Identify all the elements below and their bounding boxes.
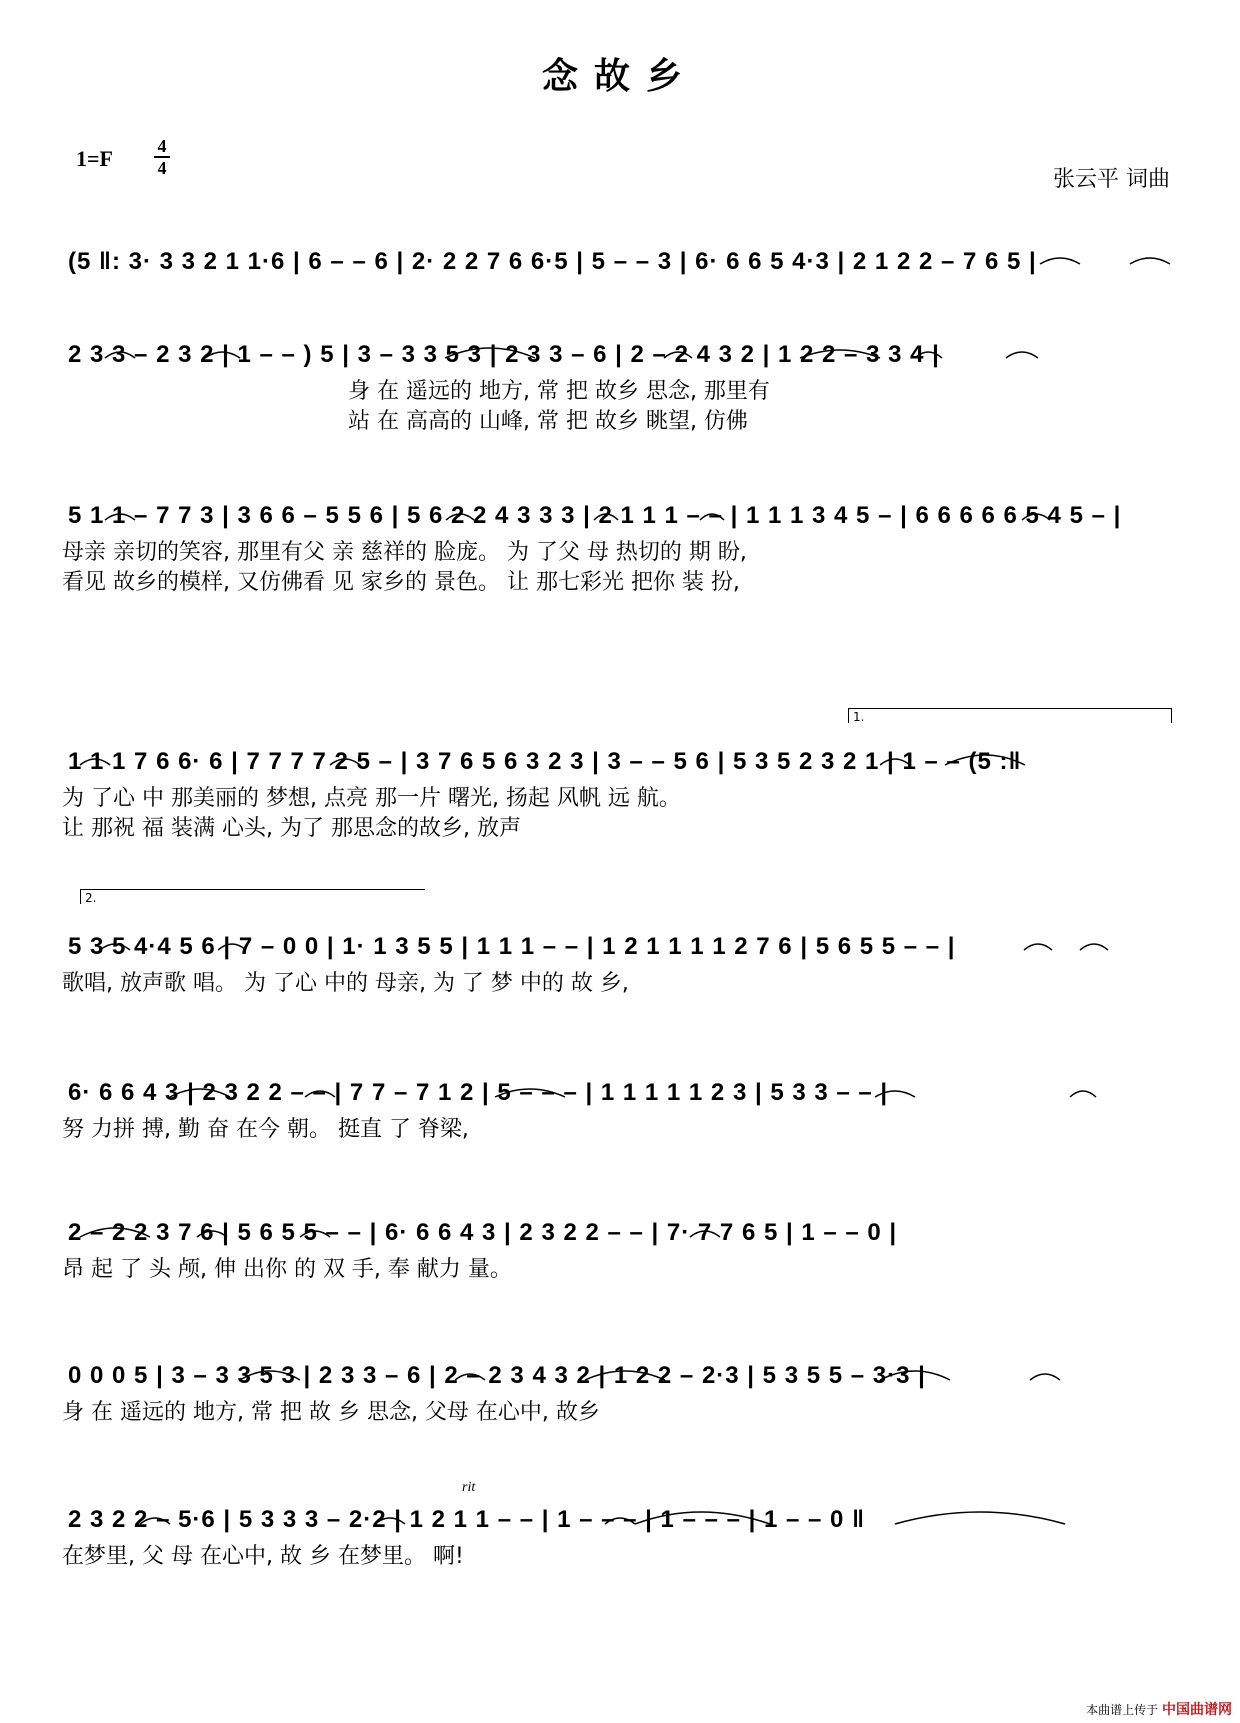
footer-prefix: 本曲谱上传于 <box>1086 1703 1159 1717</box>
notation-line: 2 3 3 – 2 3 2 | 1 – – ) 5 | 3 – 3 3 5 3 | 2 3 3 – 6 | 2 – 2 4 3 2 | 1 2 2 – 3 3 4 | <box>68 341 940 368</box>
time-signature-top: 4 <box>157 136 167 156</box>
lyric-verse-1: 为 了心 中 那美丽的 梦想, 点亮 那一片 曙光, 扬起 风帆 远 航。 <box>62 786 681 811</box>
lyric-verse-2: 站 在 高高的 山峰, 常 把 故乡 眺望, 仿佛 <box>348 409 748 434</box>
lyric-line: 歌唱, 放声歌 唱。 为 了心 中的 母亲, 为 了 梦 中的 故 乡, <box>62 971 629 996</box>
notation-line: (5 ‖: 3· 3 3 2 1 1·6 | 6 – – 6 | 2· 2 2 7 6 6·5 | 5 – – 3 | 6· 6 6 5 4·3 | 2 1 2 2 – 7 6 5 | <box>68 248 1037 275</box>
site-brand-logo[interactable]: 中国曲谱网 <box>1162 1702 1232 1718</box>
lyric-verse-1: 母亲 亲切的笑容, 那里有父 亲 慈祥的 脸庞。 为 了父 母 热切的 期 盼, <box>62 540 747 565</box>
first-ending-bracket: 1. <box>848 708 1172 723</box>
ritardando-mark: rit <box>462 1480 476 1495</box>
lyric-verse-2: 让 那祝 福 装满 心头, 为了 那思念的故乡, 放声 <box>62 816 521 841</box>
notation-line: 6· 6 6 4 3 | 2 3 2 2 – – | 7 7 – 7 1 2 | 5 – – – | 1 1 1 1 1 2 3 | 5 3 3 – – | <box>68 1079 889 1106</box>
lyric-line: 昂 起 了 头 颅, 伸 出你 的 双 手, 奉 献力 量。 <box>62 1257 512 1282</box>
key-signature: 1=F <box>76 146 113 171</box>
notation-line: 2 – 2 2 3 7 6 | 5 6 5 5 – – | 6· 6 6 4 3 | 2 3 2 2 – – | 7· 7 7 6 5 | 1 – – 0 | <box>68 1219 898 1246</box>
notation-line: 0 0 0 5 | 3 – 3 3 5 3 | 2 3 3 – 6 | 2 – 2 3 4 3 2 | 1 2 2 – 2·3 | 5 3 5 5 – 3·3 | <box>68 1362 926 1389</box>
notation-line: 2 3 2 2 – 5·6 | 5 3 3 3 – 2·2 | 1 2 1 1 – – | 1 – – – | 1 – – – | 1 – – 0 ‖ <box>68 1506 866 1533</box>
lyric-line: 身 在 遥远的 地方, 常 把 故 乡 思念, 父母 在心中, 故乡 <box>62 1400 600 1425</box>
notation-line: 5 1 1 – 7 7 3 | 3 6 6 – 5 5 6 | 5 6 2 2 4 3 3 3 | 2 1 1 1 – – | 1 1 1 3 4 5 – | 6 6 6 6 6 5 4 5 – | <box>68 502 1122 529</box>
notation-line: 1 1 1 7 6 6· 6 | 7 7 7 7 2 5 – | 3 7 6 5 6 3 2 3 | 3 – – 5 6 | 5 3 5 2 3 2 1 | 1 – – (5 :‖ <box>68 748 1022 775</box>
lyric-line: 努 力拼 搏, 勤 奋 在今 朝。 挺直 了 脊梁, <box>62 1117 469 1142</box>
lyric-line: 在梦里, 父 母 在心中, 故 乡 在梦里。 啊! <box>62 1544 464 1569</box>
lyric-verse-2: 看见 故乡的模样, 又仿佛看 见 家乡的 景色。 让 那七彩光 把你 装 扮, <box>62 570 740 595</box>
lyric-verse-1: 身 在 遥远的 地方, 常 把 故乡 思念, 那里有 <box>348 379 770 404</box>
notation-line: 5 3 5 4·4 5 6 | 7 – 0 0 | 1· 1 3 5 5 | 1 1 1 – – | 1 2 1 1 1 1 2 7 6 | 5 6 5 5 – – | <box>68 933 956 960</box>
footer-watermark <box>1086 1699 1232 1719</box>
composer-credit: 张云平 词曲 <box>1053 167 1170 192</box>
song-title: 念故乡 <box>541 56 698 97</box>
second-ending-bracket: 2. <box>80 889 425 904</box>
time-signature-bottom: 4 <box>157 158 167 178</box>
time-signature <box>152 136 172 178</box>
